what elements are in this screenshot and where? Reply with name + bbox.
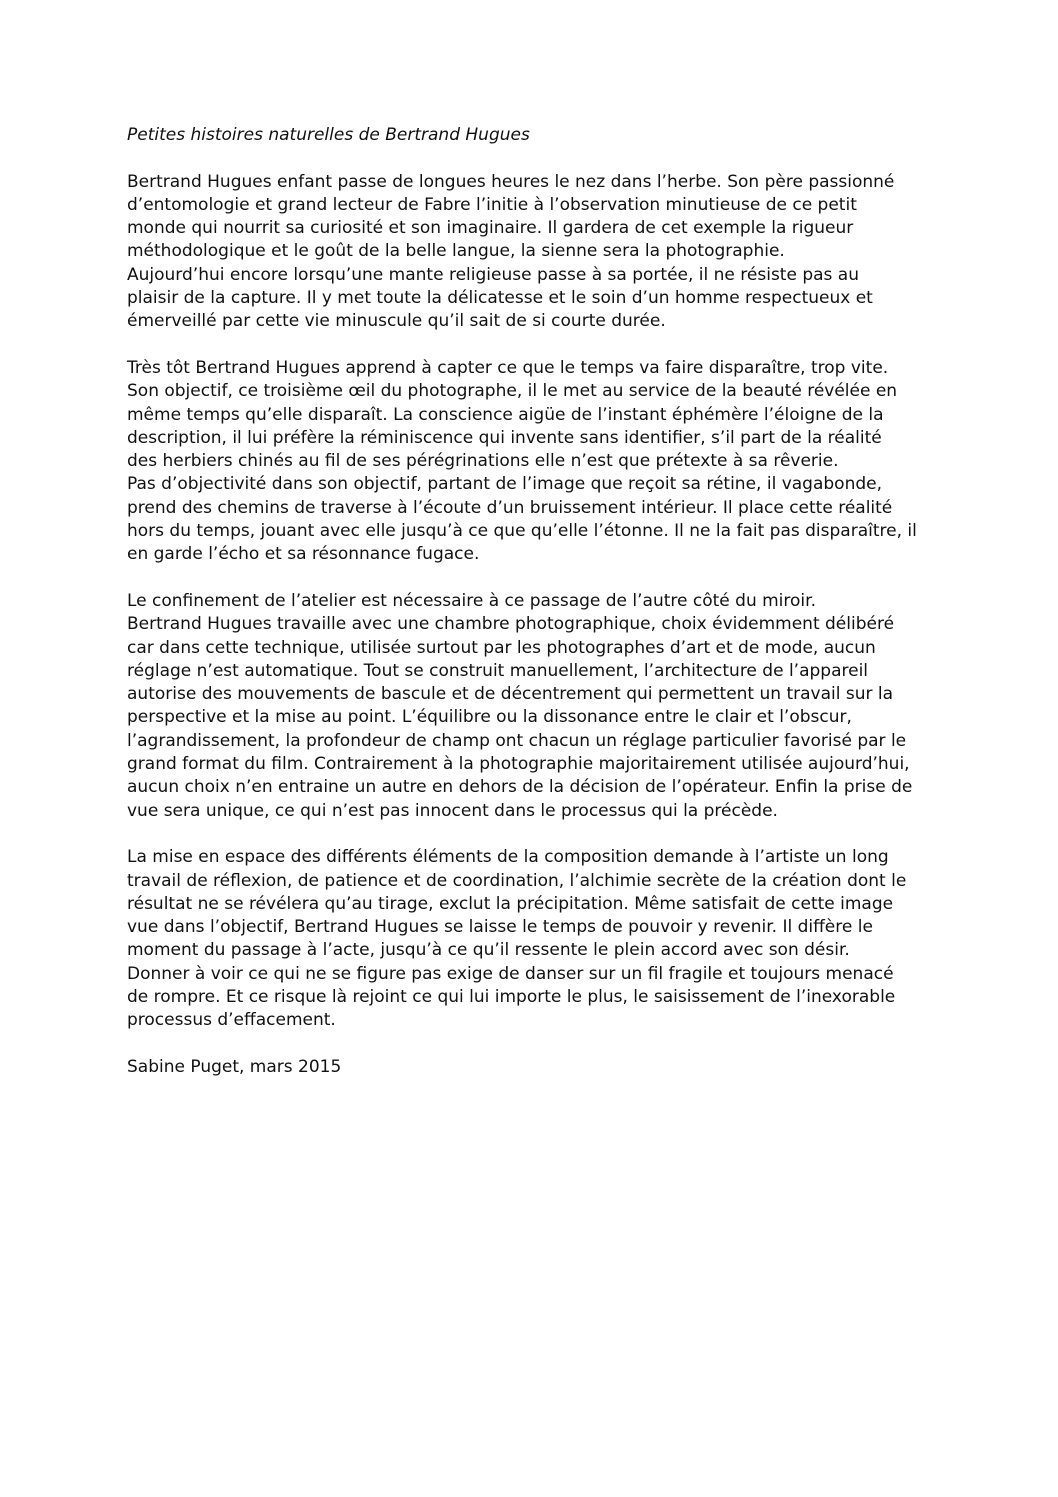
text-line: vue sera unique, ce qui n’est pas innocent dans le processus qui la précède.	[127, 800, 778, 821]
text-line: d’entomologie et grand lecteur de Fabre l’initie à l’observation minutieuse de ce petit	[127, 194, 857, 215]
text-line: hors du temps, jouant avec elle jusqu’à ce que qu’elle l’étonne. Il ne la fait pas disparaître, il	[127, 521, 917, 542]
text-line: travail de réflexion, de patience et de coordination, l’alchimie secrète de la création dont le	[127, 870, 907, 891]
text-line: Bertrand Hugues travaille avec une chambre photographique, choix évidemment délibéré	[127, 614, 895, 635]
document-title: Petites histoires naturelles de Bertrand Hugues	[127, 125, 530, 145]
text-line: de rompre. Et ce risque là rejoint ce qui lui importe le plus, le saisissement de l’inexorable	[127, 986, 896, 1007]
text-line: Pas d’objectivité dans son objectif, partant de l’image que reçoit sa rétine, il vagabonde,	[127, 474, 883, 495]
text-line: monde qui nourrit sa curiosité et son imaginaire. Il gardera de cet exemple la rigueur	[127, 218, 854, 239]
text-line: plaisir de la capture. Il y met toute la délicatesse et le soin d’un homme respectueux et	[127, 288, 873, 309]
text-line: La mise en espace des différents éléments de la composition demande à l’artiste un long	[127, 847, 889, 868]
text-line: Donner à voir ce qui ne se figure pas exige de danser sur un fil fragile et toujours menacé	[127, 963, 894, 984]
text-line: moment du passage à l’acte, jusqu’à ce qu’il ressente le plein accord avec son désir.	[127, 940, 850, 961]
text-line: émerveillé par cette vie minuscule qu’il sait de si courte durée.	[127, 311, 666, 332]
text-line: vue dans l’objectif, Bertrand Hugues se laisse le temps de pouvoir y revenir. Il diffère le	[127, 917, 873, 938]
text-line: même temps qu’elle disparaît. La conscience aigüe de l’instant éphémère l’éloigne de la	[127, 404, 884, 425]
text-line: prend des chemins de traverse à l’écoute d’un bruissement intérieur. Il place cette réalité	[127, 497, 893, 518]
text-line: autorise des mouvements de bascule et de décentrement qui permettent un travail sur la	[127, 684, 894, 705]
text-line: processus d’effacement.	[127, 1010, 336, 1031]
text-line: Le confinement de l’atelier est nécessaire à ce passage de l’autre côté du miroir.	[127, 590, 816, 611]
paragraph-2	[127, 357, 927, 567]
signature: Sabine Puget, mars 2015	[127, 1056, 342, 1077]
text-line: résultat ne se révélera qu’au tirage, exclut la précipitation. Même satisfait de cette image	[127, 893, 894, 914]
paragraph-1	[127, 171, 927, 334]
text-line: des herbiers chinés au fil de ses pérégrinations elle n’est que prétexte à sa rêverie.	[127, 451, 839, 472]
text-line: Aujourd’hui encore lorsqu’une mante religieuse passe à sa portée, il ne résiste pas au	[127, 264, 859, 285]
text-line: grand format du film. Contrairement à la photographie majoritairement utilisée aujourd’hui,	[127, 754, 910, 775]
text-line: réglage n’est automatique. Tout se construit manuellement, l’architecture de l’appareil	[127, 660, 869, 681]
text-line: description, il lui préfère la réminiscence qui invente sans identifier, s’il part de la réalité	[127, 427, 882, 448]
text-line: car dans cette technique, utilisée surtout par les photographes d’art et de mode, aucun	[127, 637, 876, 658]
text-line: perspective et la mise au point. L’équilibre ou la dissonance entre le clair et l’obscur,	[127, 707, 852, 728]
text-line: méthodologique et le goût de la belle langue, la sienne sera la photographie.	[127, 241, 785, 262]
document-body	[127, 124, 927, 1079]
paragraph-4	[127, 846, 927, 1032]
text-line: Bertrand Hugues enfant passe de longues heures le nez dans l’herbe. Son père passionné	[127, 171, 895, 192]
text-line: Très tôt Bertrand Hugues apprend à capter ce que le temps va faire disparaître, trop vite.	[127, 357, 889, 378]
paragraph-3	[127, 590, 927, 823]
text-line: en garde l’écho et sa résonnance fugace.	[127, 544, 480, 565]
text-line: Son objectif, ce troisième œil du photographe, il le met au service de la beauté révélée en	[127, 381, 898, 402]
text-line: aucun choix n’en entraine un autre en dehors de la décision de l’opérateur. Enfin la prise de	[127, 777, 913, 798]
text-line: l’agrandissement, la profondeur de champ ont chacun un réglage particulier favorisé par le	[127, 730, 907, 751]
